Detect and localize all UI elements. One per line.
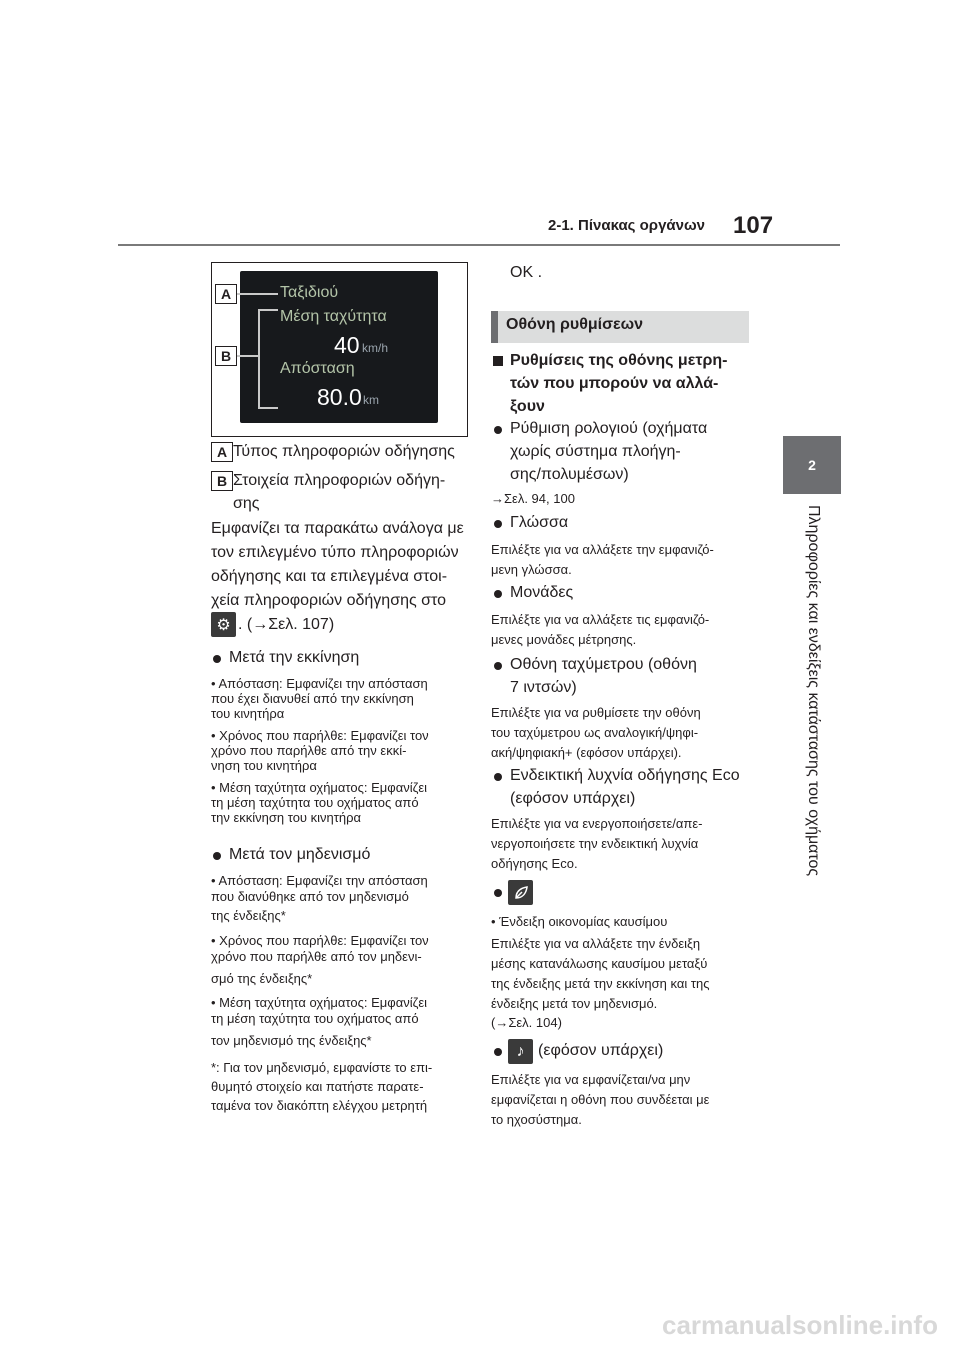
callout-a: A: [215, 284, 237, 304]
para1-line3: οδήγησης και τα επιλεγμένα στοι-: [211, 568, 448, 585]
units-desc-2: μενες μονάδες μέτρησης.: [491, 632, 637, 647]
bullet-dot: [494, 590, 502, 598]
list-item: τον μηδενισμό της ένδειξης*: [211, 1033, 372, 1048]
bracket-b-top: [258, 309, 278, 311]
after-start-heading: Μετά την εκκίνηση: [229, 649, 360, 666]
after-reset-heading: Μετά τον μηδενισμό: [229, 846, 371, 863]
para1-ref: . (→Σελ. 107): [238, 616, 335, 633]
list-item: νηση του κινητήρα: [211, 758, 317, 773]
bracket-b: [258, 309, 260, 409]
header-rule: [118, 244, 840, 246]
speedo-desc-3: ακή/ψηφιακή+ (εφόσον υπάρχει).: [491, 745, 682, 760]
fuel-ref: (→Σελ. 104): [491, 1015, 562, 1030]
fuel-desc-4: ένδειξης μετά τον μηδενισμό.: [491, 996, 658, 1011]
eco-line1: Ενδεικτική λυχνία οδήγησης Eco: [510, 767, 740, 784]
list-item: • Απόσταση: Εμφανίζει την απόσταση: [211, 873, 428, 888]
bullet-dot: [494, 662, 502, 670]
audio-desc-1: Επιλέξτε για να εμφανίζεται/να μην: [491, 1072, 691, 1087]
fuel-desc-2: μέσης κατανάλωσης καυσίμου μεταξύ: [491, 956, 708, 971]
page-number: 107: [733, 212, 774, 239]
legend-a-box: A: [211, 442, 233, 462]
bracket-b-bottom: [258, 407, 278, 409]
eco-desc-1: Επιλέξτε για να ενεργοποιήσετε/απε-: [491, 816, 703, 831]
watermark: carmanualsonline.info: [662, 1310, 938, 1340]
callout-b: B: [215, 346, 237, 366]
list-item: τη μέση ταχύτητα του οχήματος από: [211, 795, 419, 810]
avg-speed-unit: km/h: [362, 341, 389, 355]
bullet-dot: [213, 852, 221, 860]
audio-heading: (εφόσον υπάρχει): [538, 1042, 664, 1059]
list-item: • Χρόνος που παρήλθε: Εμφανίζει τον: [211, 933, 429, 948]
sub-heading-line1: Ρυθμίσεις της οθόνης μετρη-: [510, 352, 728, 369]
section-title: 2-1. Πίνακας οργάνων: [548, 217, 705, 234]
leader-b: [236, 355, 258, 357]
list-item: • Απόσταση: Εμφανίζει την απόσταση: [211, 676, 428, 691]
bullet-dot: [494, 426, 502, 434]
speedo-line2: 7 ιντσών): [510, 679, 577, 696]
list-item: • Μέση ταχύτητα οχήματος: Εμφανίζει: [211, 995, 428, 1010]
avg-speed-label: Μέση ταχύτητα: [280, 308, 387, 325]
distance-label: Απόσταση: [280, 360, 355, 377]
leaf-icon: [508, 880, 533, 905]
list-item: τη μέση ταχύτητα του οχήματος από: [211, 1011, 419, 1026]
fuel-desc-1: Επιλέξτε για να αλλάξετε την ένδειξη: [491, 936, 701, 951]
fuel-desc-3: της ένδειξης μετά την εκκίνηση και της: [491, 976, 710, 991]
bullet-dot: [494, 520, 502, 528]
audio-desc-3: το ηχοσύστημα.: [491, 1112, 582, 1127]
square-bullet: [493, 356, 503, 366]
list-item: • Χρόνος που παρήλθε: Εμφανίζει τον: [211, 728, 429, 743]
units-desc-1: Επιλέξτε για να αλλάξετε τις εμφανιζό-: [491, 612, 710, 627]
list-item: σμό της ένδειξης*: [211, 971, 313, 986]
clock-line1: Ρύθμιση ρολογιού (οχήματα: [510, 420, 708, 437]
footnote-line3: ταμένα τον διακόπτη ελέγχου μετρητή: [211, 1098, 428, 1113]
chapter-tab: 2: [783, 436, 841, 494]
language-desc-2: μενη γλώσσα.: [491, 562, 572, 577]
language-desc-1: Επιλέξτε για να αλλάξετε την εμφανιζό-: [491, 542, 714, 557]
section-heading: Οθόνη ρυθμίσεων: [506, 316, 644, 333]
list-item: • Μέση ταχύτητα οχήματος: Εμφανίζει: [211, 780, 428, 795]
legend-b-line1: Στοιχεία πληροφοριών οδήγη-: [233, 472, 446, 489]
list-item: που έχει διανυθεί από την εκκίνηση: [211, 691, 414, 706]
list-item: της ένδειξης*: [211, 908, 286, 923]
clock-line2: χωρίς σύστημα πλοήγη-: [510, 443, 681, 460]
speedo-line1: Οθόνη ταχύμετρου (οθόνη: [510, 656, 697, 673]
screen-title: Ταξιδιού: [280, 284, 339, 301]
speedo-desc-2: του ταχύμετρου ως αναλογική/ψηφι-: [491, 725, 699, 740]
legend-b-box: B: [211, 471, 233, 491]
gear-icon: ⚙: [211, 612, 236, 637]
bullet-dot: [213, 655, 221, 663]
sub-heading-line3: ξουν: [510, 398, 545, 415]
list-item: την εκκίνηση του κινητήρα: [211, 810, 362, 825]
legend-a: Τύπος πληροφοριών οδήγησης: [233, 443, 455, 460]
music-note-icon: ♪: [508, 1039, 533, 1064]
sub-heading-line2: τών που μπορούν να αλλά-: [510, 375, 719, 392]
bullet-dot: [494, 773, 502, 781]
avg-speed-value: 40: [334, 332, 360, 358]
para1-line4: χεία πληροφοριών οδήγησης στο: [211, 592, 446, 609]
legend-b-line2: σης: [233, 495, 260, 512]
eco-desc-2: νεργοποιήσετε την ενδεικτική λυχνία: [491, 836, 699, 851]
section-heading-edge: [491, 311, 498, 343]
list-item: χρόνο που παρήλθε από την εκκί-: [211, 743, 407, 758]
units-heading: Μονάδες: [510, 584, 574, 601]
footnote-line2: θυμητό στοιχείο και πατήστε παρατε-: [211, 1079, 424, 1094]
bullet-dot: [494, 1048, 502, 1056]
eco-desc-3: οδήγησης Eco.: [491, 856, 578, 871]
para1-line1: Εμφανίζει τα παρακάτω ανάλογα με: [211, 520, 464, 537]
eco-line2: (εφόσον υπάρχει): [510, 790, 636, 807]
ok-line: OK .: [510, 264, 543, 281]
para1-line2: τον επιλεγμένο τύπο πληροφοριών: [211, 544, 459, 561]
list-item: του κινητήρα: [211, 706, 285, 721]
speedo-desc-1: Επιλέξτε για να ρυθμίσετε την οθόνη: [491, 705, 701, 720]
list-item: χρόνο που παρήλθε από τον μηδενι-: [211, 949, 422, 964]
language-heading: Γλώσσα: [510, 514, 569, 531]
distance-unit: km: [363, 393, 379, 407]
bullet-dot: [494, 889, 502, 897]
clock-line3: σης/πολυμέσων): [510, 466, 629, 483]
list-item: που διανύθηκε από τον μηδενισμό: [211, 889, 409, 904]
distance-value: 80.0: [317, 384, 362, 410]
footnote-line1: *: Για τον μηδενισμό, εμφανίστε το επι-: [211, 1060, 433, 1075]
audio-desc-2: εμφανίζεται η οθόνη που συνδέεται με: [491, 1092, 710, 1107]
leader-a: [236, 293, 278, 295]
clock-ref: →Σελ. 94, 100: [491, 491, 575, 506]
fuel-item: • Ένδειξη οικονομίας καυσίμου: [491, 914, 668, 929]
